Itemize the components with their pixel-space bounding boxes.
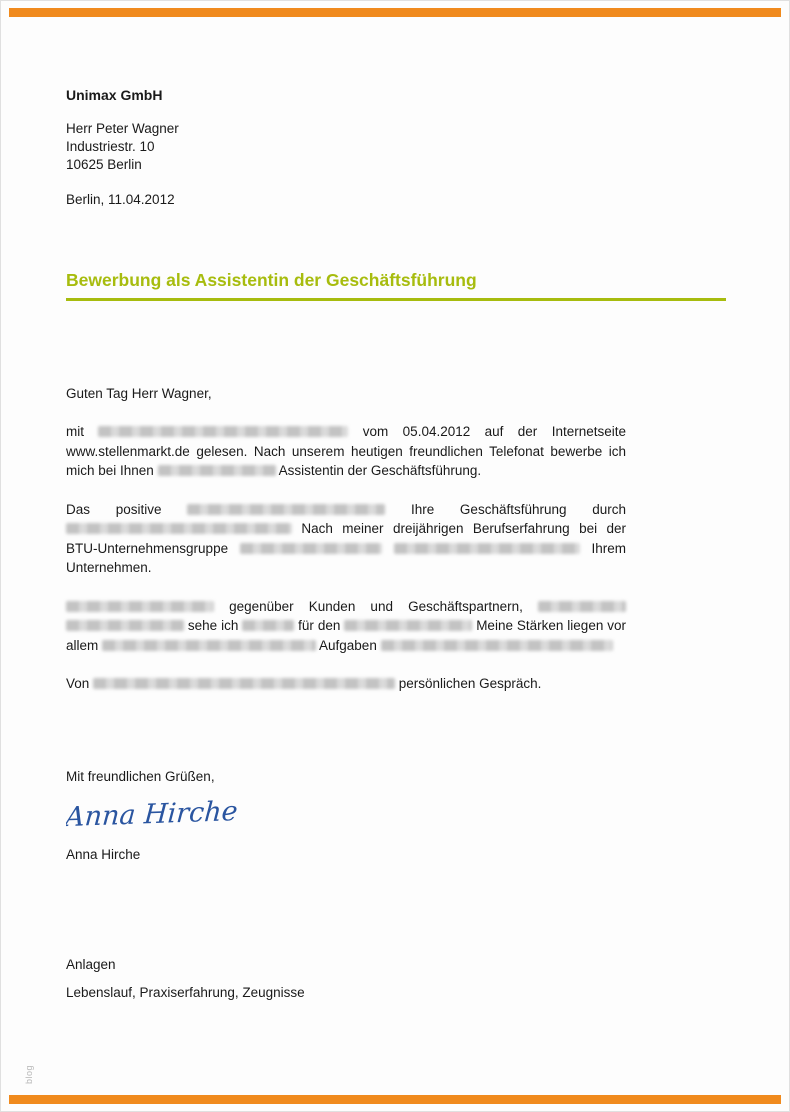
enclosures-list: Lebenslauf, Praxiserfahrung, Zeugnisse — [66, 984, 305, 1000]
redacted-text — [102, 640, 316, 651]
sender-company: Unimax GmbH — [66, 87, 163, 103]
recipient-line: Industriestr. 10 — [66, 139, 155, 154]
closing-line: Mit freundlichen Grüßen, — [66, 768, 215, 784]
letter-paragraph: Von persönlichen Gespräch. — [66, 676, 542, 691]
signature-text: Anna Hirche — [66, 795, 239, 833]
redacted-text — [242, 620, 294, 631]
redacted-text — [93, 678, 395, 689]
redacted-text — [344, 620, 472, 631]
recipient-line: Herr Peter Wagner — [66, 121, 179, 136]
subject-heading: Bewerbung als Assistentin der Geschäftsführung — [66, 270, 477, 290]
redacted-text — [240, 543, 382, 554]
recipient-address — [66, 120, 726, 174]
redacted-text — [66, 620, 184, 631]
salutation: Guten Tag Herr Wagner, — [66, 386, 212, 401]
letter-paragraph: gegenüber Kunden und Geschäftspartnern, sehe ich für den Meine Stärken liegen vor allem Aufgaben — [66, 598, 626, 653]
enclosures-label: Anlagen — [66, 956, 116, 972]
typed-name: Anna Hirche — [66, 846, 141, 862]
signature-svg — [66, 794, 256, 842]
recipient-line: 10625 Berlin — [66, 157, 142, 172]
handwritten-signature — [66, 794, 626, 842]
top-accent-bar — [9, 8, 781, 17]
date-line: Berlin, 11.04.2012 — [66, 192, 175, 207]
redacted-text — [381, 640, 613, 651]
subject-underline — [66, 298, 726, 301]
redacted-text — [158, 465, 276, 476]
redacted-text — [66, 601, 214, 612]
bottom-accent-bar — [9, 1095, 781, 1104]
letter-content — [66, 86, 726, 1002]
letter-body-column — [66, 385, 626, 1002]
redacted-text — [98, 426, 348, 437]
watermark-text: blog — [24, 1064, 34, 1084]
redacted-text — [187, 504, 385, 515]
redacted-text — [538, 601, 626, 612]
redacted-text — [394, 543, 580, 554]
letter-paragraph: mit vom 05.04.2012 auf der Internetseite www.stellenmarkt.de gelesen. Nach unserem heutigen freundlichen Telefonat bewerbe ich mich bei Ihnen Assistentin der Geschäftsführung. — [66, 424, 626, 478]
letter-body — [66, 422, 626, 694]
redacted-text — [66, 523, 292, 534]
letter-paragraph: Das positive Ihre Geschäftsführung durch Nach meiner dreijährigen Berufserfahrung bei der BTU-Unternehmensgruppe Ihrem Unternehmen. — [66, 501, 626, 575]
